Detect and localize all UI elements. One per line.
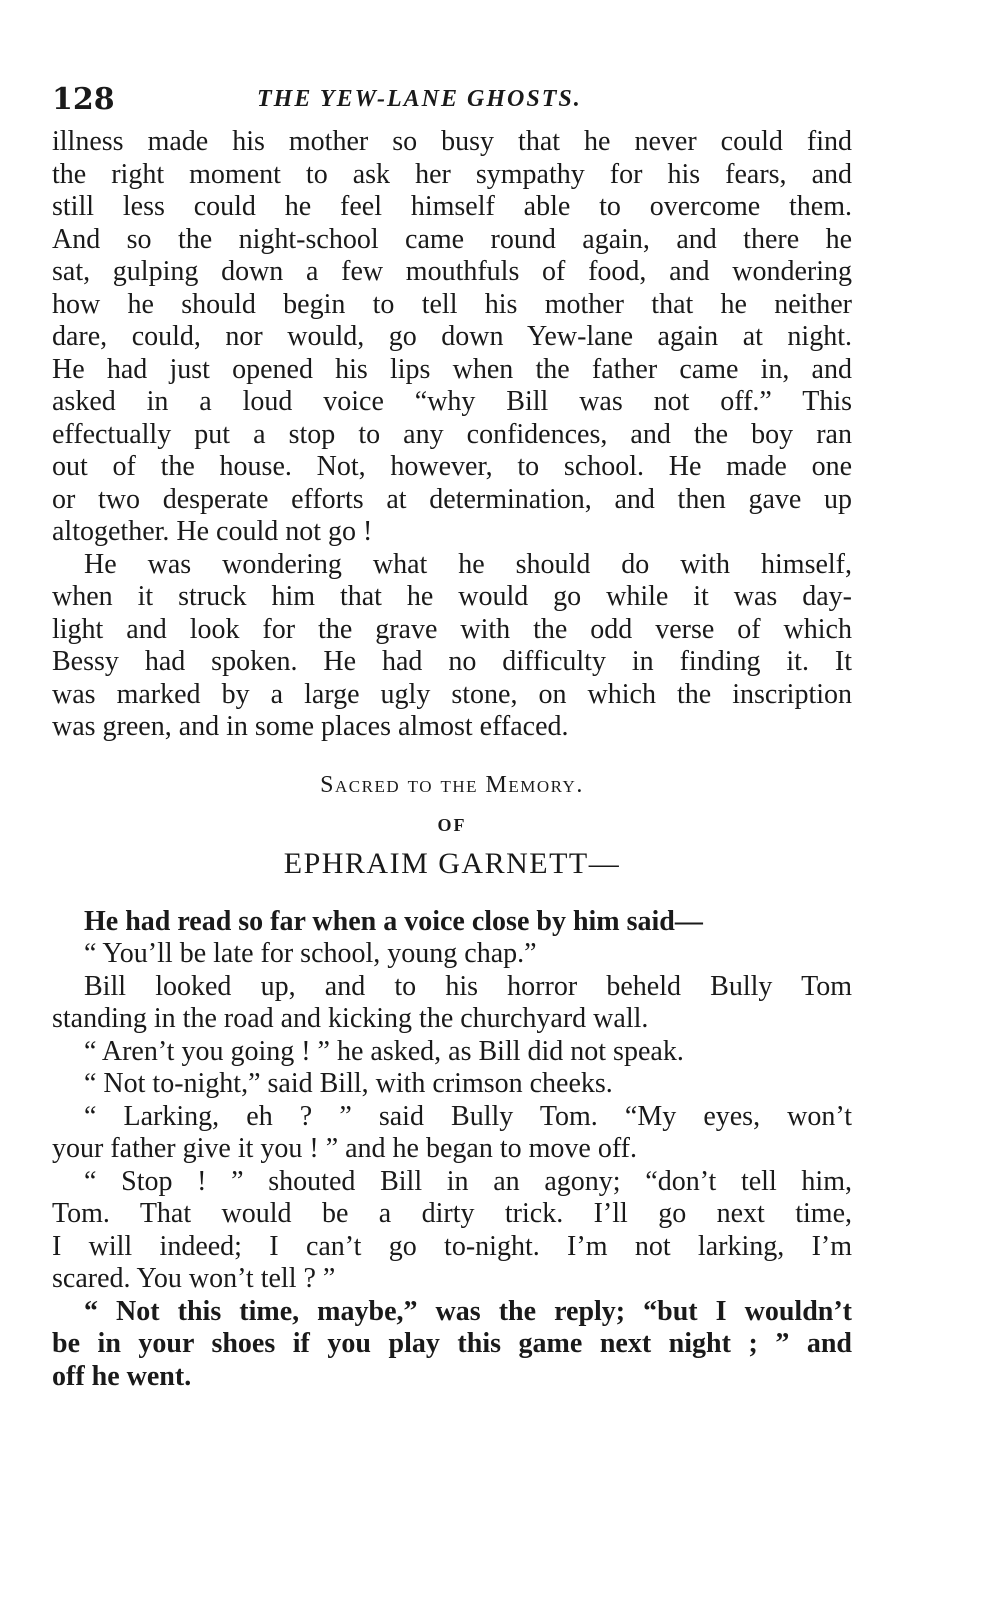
text-line: “ Aren’t you going ! ” he asked, as Bill did not speak. [84,1035,684,1067]
text-line: how he should begin to tell his mother that he neither [52,288,852,320]
text-line: the right moment to ask her sympathy for his fears, and [52,158,852,190]
text-line: And so the night-school came round again, and there he [52,223,852,255]
paragraph-2 [52,549,852,744]
text-line: “ You’ll be late for school, young chap.” [84,938,537,969]
text-line: He had read so far when a voice close by him said— [84,905,703,937]
text-line: Bill looked up, and to his horror beheld Bully Tom [84,970,852,1002]
book-page [52,78,852,1393]
inscription-line-1: Sacred to the Memory. [320,771,584,798]
text-line: sat, gulping down a few mouthfuls of food, and wondering [52,256,852,287]
inscription-line-2: OF [437,814,467,835]
text-line: light and look for the grave with the odd verse of which [52,613,852,645]
text-line: Tom. That would be a dirty trick. I’ll go next time, [52,1198,852,1229]
text-line: dare, could, nor would, go down Yew-lane again at night. [52,321,852,352]
page-number: 128 [52,82,115,117]
page-header [52,78,852,126]
gravestone-inscription [52,768,852,884]
text-line: “ Larking, eh ? ” said Bully Tom. “My eyes, won’t [84,1100,852,1132]
text-line: scared. You won’t tell ? ” [52,1263,336,1294]
text-line: “ Stop ! ” shouted Bill in an agony; “don’t tell him, [84,1165,852,1197]
text-line: illness made his mother so busy that he never could find [52,126,852,157]
text-line: Bessy had spoken. He had no difficulty in finding it. It [52,646,852,677]
inscription-line-3: EPHRAIM GARNETT— [283,846,621,880]
text-line: was marked by a large ugly stone, on which the inscription [52,678,852,710]
text-line: “ Not to-night,” said Bill, with crimson cheeks. [84,1068,613,1099]
text-line: He had just opened his lips when the father came in, and [52,353,852,385]
text-line: altogether. He could not go ! [52,516,373,547]
text-line: or two desperate efforts at determination, and then gave up [52,483,852,515]
text-line: standing in the road and kicking the churchyard wall. [52,1003,649,1034]
text-line: He was wondering what he should do with himself, [84,548,852,580]
text-line: be in your shoes if you play this game next night ; ” and [52,1328,852,1359]
text-line: out of the house. Not, however, to school. He made one [52,451,852,482]
dialogue-section [52,906,852,1394]
text-line: your father give it you ! ” and he began to move off. [52,1133,637,1164]
text-line: effectually put a stop to any confidences, and the boy ran [52,418,852,450]
running-title: THE YEW-LANE GHOSTS. [257,86,582,112]
text-line: off he went. [52,1360,192,1392]
paragraph-1 [52,126,852,549]
text-line: I will indeed; I can’t go to-night. I’m not larking, I’m [52,1230,852,1262]
text-line: when it struck him that he would go while it was day- [52,581,852,612]
text-line: asked in a loud voice “why Bill was not off.” This [52,386,852,417]
text-line: was green, and in some places almost effaced. [52,711,569,742]
text-line: “ Not this time, maybe,” was the reply; “but I wouldn’t [84,1295,852,1327]
text-line: still less could he feel himself able to overcome them. [52,191,852,222]
